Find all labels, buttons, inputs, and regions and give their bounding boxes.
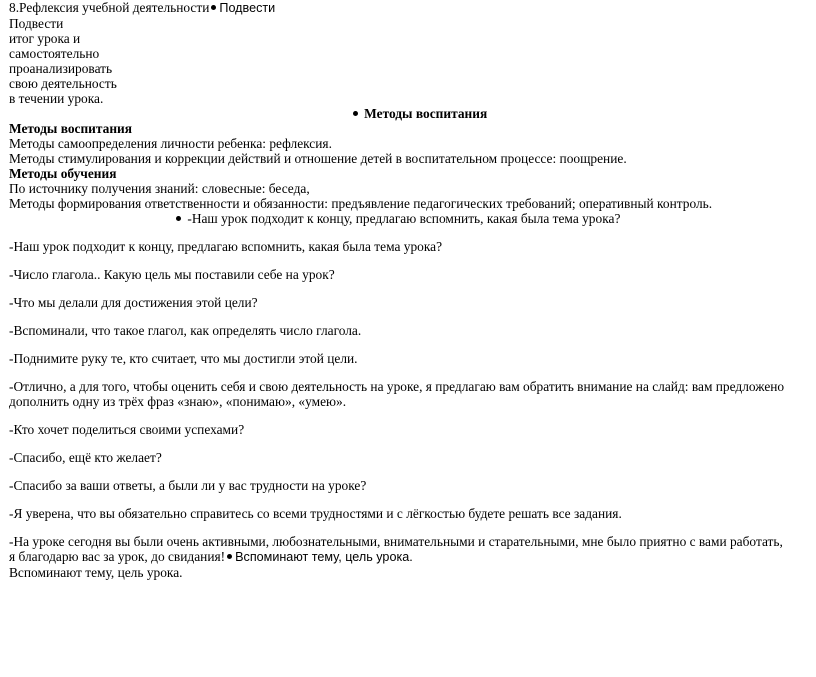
centered-heading-line [9,106,809,121]
section-title-line [9,0,809,16]
centered-heading: Методы воспитания [364,106,488,121]
dialogue-line: -Кто хочет поделиться своими успехами? [9,422,245,437]
inline-note: Подвести [219,1,276,15]
centered-question-line [9,211,809,226]
methods-line: По источнику получения знаний: словесные: беседа, [9,181,310,196]
section-title: 8.Рефлексия учебной деятельности [9,0,210,15]
methods-vospitaniya-heading: Методы воспитания [9,121,133,136]
closing-line: -На уроке сегодня вы были очень активными, любознательными, внимательными и старательными, мне было приятно с вами работать, [9,534,783,549]
dialogue-line: -Что мы делали для достижения этой цели? [9,295,258,310]
note-line: самостоятельно [9,46,100,61]
dialogue-line: -Спасибо за ваши ответы, а были ли у вас трудности на уроке? [9,478,367,493]
closing-inline-note: Вспоминают тему, цель урока. [235,550,413,564]
closing-farewell: я благодарю вас за урок, до свидания! [9,549,226,564]
note-line: в течении урока. [9,91,104,106]
methods-line: Методы самоопределения личности ребенка: рефлексия. [9,136,332,151]
dialogue-line: -Наш урок подходит к концу, предлагаю вспомнить, какая была тема урока? [9,239,443,254]
methods-obucheniya-heading: Методы обучения [9,166,117,181]
bullet-icon [353,111,358,116]
methods-line: Методы формирования ответственности и обязанности: предъявление педагогических требований; оперативный контроль. [9,196,713,211]
dialogue-line: -Вспоминали, что такое глагол, как определять число глагола. [9,323,362,338]
note-line: итог урока и [9,31,81,46]
document-body [9,0,809,580]
long-paragraph-line: дополнить одну из трёх фраз «знаю», «понимаю», «умею». [9,394,347,409]
note-line: проанализировать [9,61,113,76]
note-line: свою деятельность [9,76,117,91]
methods-line: Методы стимулирования и коррекции действий и отношение детей в воспитательном процессе: поощрение. [9,151,627,166]
closing-line-with-note [9,549,809,565]
dialogue-line: -Поднимите руку те, кто считает, что мы достигли этой цели. [9,351,358,366]
dialogue-line: -Я уверена, что вы обязательно справитесь со всеми трудностями и с лёгкостью будете решать все задания. [9,506,622,521]
closing-line: Вспоминают тему, цель урока. [9,565,183,580]
bullet-icon [211,5,216,10]
note-line: Подвести [9,16,64,31]
long-paragraph-line: -Отлично, а для того, чтобы оценить себя и свою деятельность на уроке, я предлагаю вам обратить внимание на слайд: вам предложено [9,379,785,394]
centered-question: -Наш урок подходит к концу, предлагаю вспомнить, какая была тема урока? [187,211,621,226]
dialogue-line: -Число глагола.. Какую цель мы поставили себе на урок? [9,267,335,282]
bullet-icon [227,554,232,559]
bullet-icon [176,216,181,221]
dialogue-line: -Спасибо, ещё кто желает? [9,450,162,465]
